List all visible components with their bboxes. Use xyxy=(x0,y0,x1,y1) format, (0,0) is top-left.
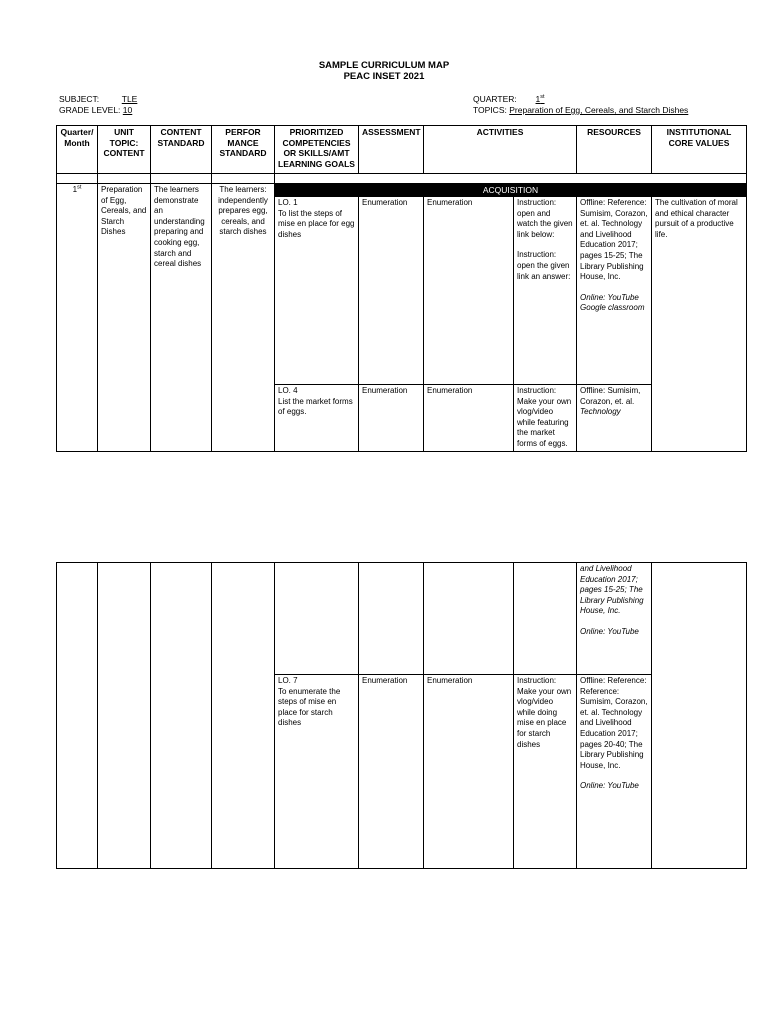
curriculum-map-table xyxy=(56,125,747,452)
topics-line xyxy=(473,105,688,116)
lo1-resources-online: Online: YouTube Google classroom xyxy=(580,292,645,313)
grade-label: GRADE LEVEL: xyxy=(59,105,121,115)
lo1-resources-offline: Offline: Reference: Sumisim, Corazon, et. al. Technology and Livelihood Education 2017; pages 15-25; The Library Publishing House, Inc. xyxy=(580,198,648,282)
lo4-resources xyxy=(577,385,652,452)
lo7-cell xyxy=(275,675,359,869)
acquisition-row xyxy=(57,184,747,197)
header-core-values: INSTITUTIONAL CORE VALUES xyxy=(652,126,747,174)
unit-topic-cell: Preparation of Egg, Cereals, and Starch Dishes xyxy=(98,184,151,452)
acquisition-banner: ACQUISITION xyxy=(275,184,747,197)
header-unit-topic: UNIT TOPIC: CONTENT xyxy=(98,126,151,174)
core-values-cell: The cultivation of moral and ethical character pursuit of a productive life. xyxy=(652,197,747,452)
lo1-code: LO. 1 xyxy=(278,198,298,207)
lo7-activity-type: Enumeration xyxy=(424,675,514,869)
document-title: SAMPLE CURRICULUM MAP xyxy=(318,60,450,71)
lo7-resources xyxy=(577,675,652,869)
lo1-resources xyxy=(577,197,652,385)
header-activities: ACTIVITIES xyxy=(424,126,577,174)
lo4-cell xyxy=(275,385,359,452)
lo1-activity-1: Instruction: open and watch the given link below: xyxy=(517,198,573,239)
document-subtitle: PEAC INSET 2021 xyxy=(343,71,425,82)
lo7-code: LO. 7 xyxy=(278,676,298,685)
header-resources: RESOURCES xyxy=(577,126,652,174)
lo7-text: To enumerate the steps of mise en place for starch dishes xyxy=(278,686,341,728)
curriculum-map-table-continued xyxy=(56,562,747,869)
lo1-activity-2: Instruction: open the given link an answer: xyxy=(517,250,571,281)
lo1-text: To list the steps of mise en place for egg dishes xyxy=(278,208,355,239)
quarter-value: 1st xyxy=(535,94,545,104)
header-performance-standard: PERFOR MANCE STANDARD xyxy=(212,126,275,174)
meta-right xyxy=(473,94,688,116)
subject-label: SUBJECT: xyxy=(59,94,100,104)
lo4-assessment: Enumeration xyxy=(359,385,424,452)
document-title-block xyxy=(0,60,768,82)
grade-line xyxy=(59,105,137,116)
header-competencies: PRIORITIZED COMPETENCIES OR SKILLS/AMT LEARNING GOALS xyxy=(275,126,359,174)
quarter-label: QUARTER: xyxy=(473,94,517,104)
header-assessment: ASSESSMENT xyxy=(359,126,424,174)
lo4-code: LO. 4 xyxy=(278,386,298,395)
topics-label: TOPICS: xyxy=(473,105,507,115)
quarter-line xyxy=(473,94,688,105)
lo4-activity-type: Enumeration xyxy=(424,385,514,452)
continuation-resources-text: and Livelihood Education 2017; pages 15-25; The Library Publishing House, Inc. xyxy=(580,564,644,616)
grade-value: 10 xyxy=(122,105,133,115)
lo4-text: List the market forms of eggs. xyxy=(278,396,353,417)
lo7-assessment: Enumeration xyxy=(359,675,424,869)
header-row xyxy=(57,126,747,174)
lo4-activity: Instruction: Make your own vlog/video while featuring the market forms of eggs. xyxy=(514,385,577,452)
content-standard-cell: The learners demonstrate an understanding preparing and cooking egg, starch and cereal dishes xyxy=(151,184,212,452)
header-quarter: Quarter/ Month xyxy=(57,126,98,174)
lo4-resources-cont: Technology xyxy=(580,407,621,417)
continuation-resources xyxy=(577,563,652,675)
topics-value: Preparation of Egg, Cereals, and Starch Dishes xyxy=(509,105,689,115)
lo1-activity xyxy=(514,197,577,385)
lo4-resources-offline: Offline: Sumisim, Corazon, et. al. xyxy=(580,386,641,406)
subject-line xyxy=(59,94,137,105)
lo7-activity: Instruction: Make your own vlog/video while doing mise en place for starch dishes xyxy=(514,675,577,869)
lo1-activity-type: Enumeration xyxy=(424,197,514,385)
performance-standard-cell: The learners: independently prepares egg, cereals, and starch dishes xyxy=(212,184,275,452)
lo7-resources-online: Online: YouTube xyxy=(580,781,639,791)
subject-value: TLE xyxy=(121,94,138,104)
lo1-assessment: Enumeration xyxy=(359,197,424,385)
continuation-resources-online: Online: YouTube xyxy=(580,626,639,636)
spacer-row xyxy=(57,174,747,184)
quarter-month-cell: 1st xyxy=(57,184,98,452)
lo1-cell xyxy=(275,197,359,385)
header-content-standard: CONTENT STANDARD xyxy=(151,126,212,174)
meta-left xyxy=(59,94,137,116)
lo7-resources-offline: Offline: Reference: Reference: Sumisim, Corazon, et. al. Technology and Livelihood Education 2017; pages 20-40; The Library Publishing House, Inc. xyxy=(580,676,648,770)
continuation-row xyxy=(57,563,747,675)
